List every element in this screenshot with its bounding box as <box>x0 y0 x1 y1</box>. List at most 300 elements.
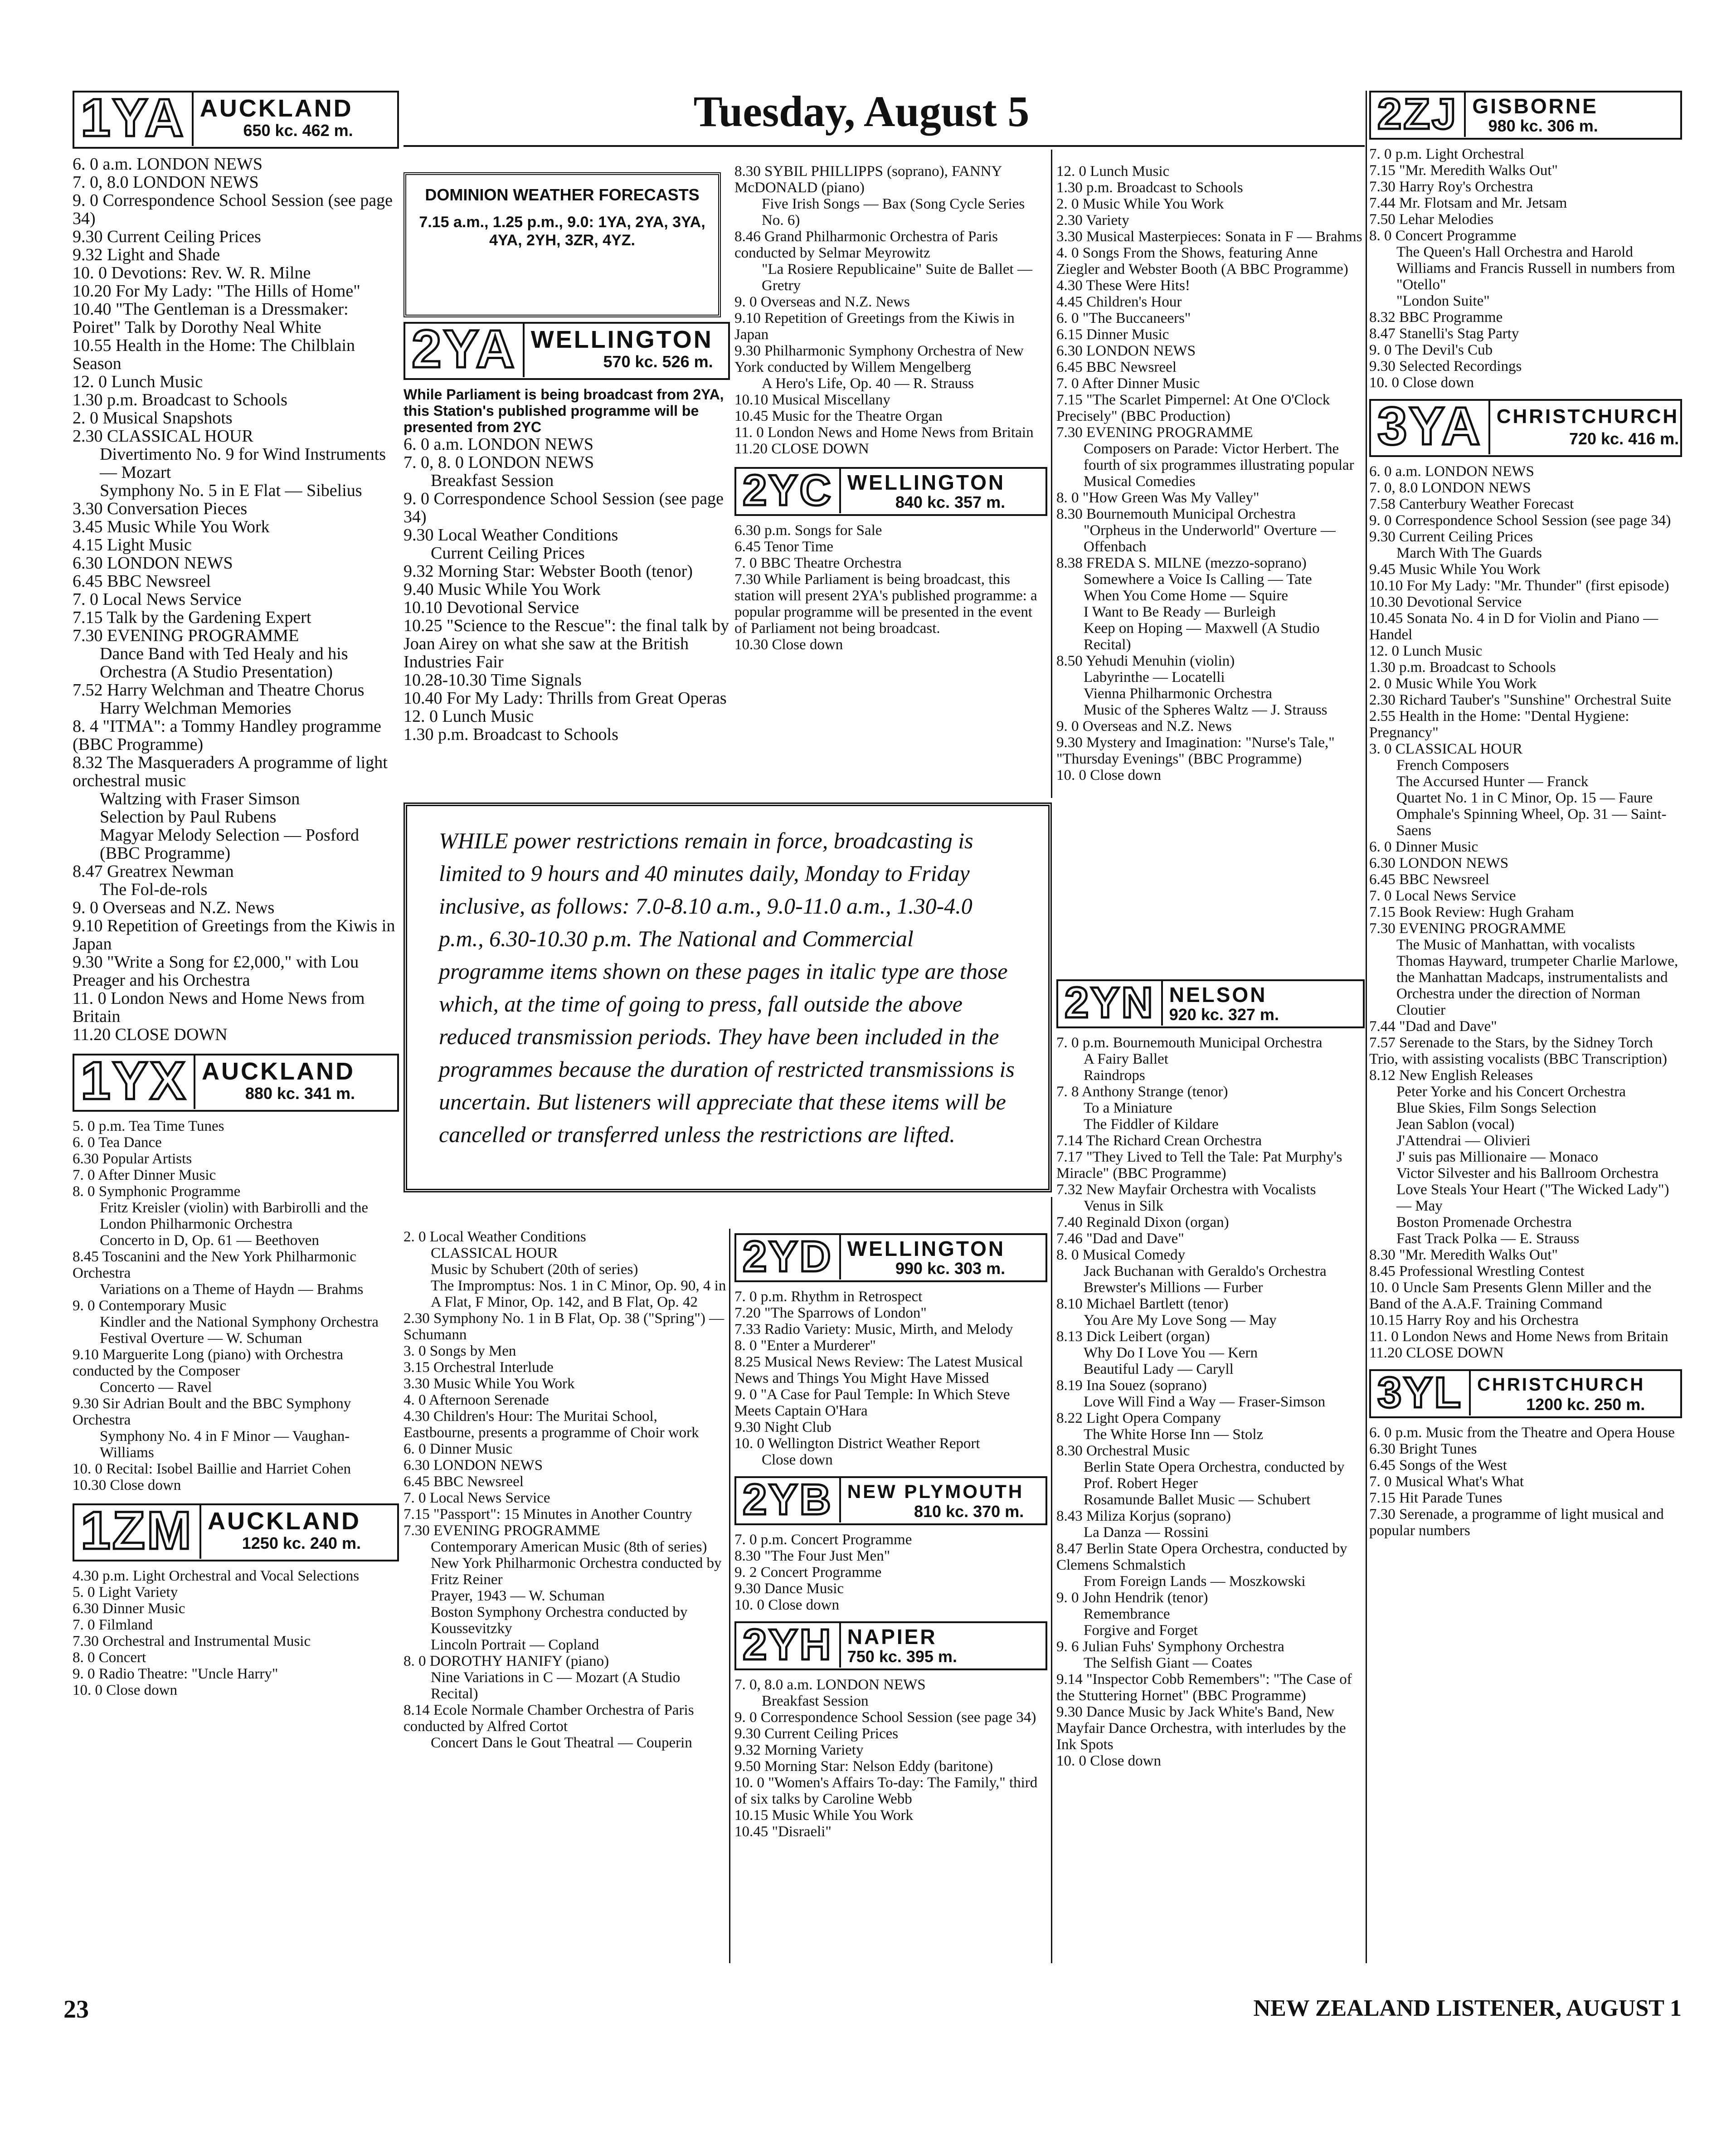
programme-item: Variations on a Theme of Haydn — Brahms <box>100 1281 364 1298</box>
programme-item: 9. 0 Overseas and N.Z. News <box>734 294 910 310</box>
station-masthead-2yb <box>734 1476 1047 1525</box>
programme-item: 10. 0 Close down <box>73 1682 177 1698</box>
programme-item: 12. 0 Lunch Music <box>73 372 203 391</box>
station-city: WELLINGTON <box>847 471 1006 494</box>
programme-item: 8.10 Michael Bartlett (tenor) <box>1056 1296 1229 1312</box>
programme-list-3yl <box>1369 1425 1682 1539</box>
programme-item: 7.30 While Parliament is being broadcast, this station will present 2YA's published programme: a popular programme will be presented in the event of Parliament not being broadcast. <box>734 571 1037 637</box>
station-masthead-2yd <box>734 1233 1047 1282</box>
station-frequency: 880 kc. 341 m. <box>245 1084 355 1103</box>
programme-list-2yb <box>734 1532 1047 1613</box>
programme-item: 9.30 Night Club <box>734 1419 832 1435</box>
station-masthead-3yl <box>1369 1369 1682 1418</box>
station-masthead-2zj <box>1369 91 1682 140</box>
programme-item: French Composers <box>1396 757 1509 773</box>
programme-item: 9.10 Repetition of Greetings from the Kiwis in Japan <box>734 310 1015 343</box>
programme-item: 10.28-10.30 Time Signals <box>404 671 582 690</box>
programme-item: 7.15 Book Review: Hugh Graham <box>1369 904 1574 920</box>
programme-item: Love Will Find a Way — Fraser-Simson <box>1084 1394 1326 1410</box>
programme-item: 7. 0 Filmland <box>73 1617 153 1633</box>
programme-item: 10. 0 Recital: Isobel Baillie and Harriet Cohen <box>73 1461 351 1477</box>
programme-item: Symphony No. 5 in E Flat — Sibelius <box>100 481 362 500</box>
programme-item: 10. 0 Close down <box>1056 767 1161 783</box>
programme-item: Jean Sablon (vocal) <box>1396 1116 1515 1133</box>
programme-item: Concerto in D, Op. 61 — Beethoven <box>100 1232 319 1249</box>
programme-item: 12. 0 Lunch Music <box>404 707 534 726</box>
programme-item: 7.17 "They Lived to Tell the Tale: Pat Murphy's Miracle" (BBC Programme) <box>1056 1149 1342 1182</box>
programme-item: 9. 0 "A Case for Paul Temple: In Which Steve Meets Captain O'Hara <box>734 1386 1010 1419</box>
programme-item: 9. 0 Correspondence School Session (see page 34) <box>73 191 393 228</box>
programme-item: 9.32 Morning Variety <box>734 1742 864 1758</box>
programme-item: Love Steals Your Heart ("The Wicked Lady") — May <box>1396 1182 1669 1214</box>
programme-item: Boston Promenade Orchestra <box>1396 1214 1572 1230</box>
programme-item: 8.30 Orchestral Music <box>1056 1443 1190 1459</box>
programme-item: 7. 0 Local News Service <box>404 1490 550 1506</box>
programme-item: 8. 0 "How Green Was My Valley" <box>1056 490 1259 506</box>
programme-list-2yc <box>734 522 1047 653</box>
programme-item: 9.30 Philharmonic Symphony Orchestra of New York conducted by Willem Mengelberg <box>734 343 1024 375</box>
programme-item: 8.32 BBC Programme <box>1369 309 1503 326</box>
programme-item: 7. 0, 8.0 a.m. LONDON NEWS <box>734 1677 926 1693</box>
programme-item: 10.10 For My Lady: "Mr. Thunder" (first episode) <box>1369 578 1669 594</box>
programme-item: 7.14 The Richard Crean Orchestra <box>1056 1133 1262 1149</box>
programme-item: 3.30 Conversation Pieces <box>73 499 248 518</box>
programme-item: Nine Variations in C — Mozart (A Studio Recital) <box>431 1669 681 1702</box>
programme-item: 7. 0, 8. 0 LONDON NEWS <box>404 453 594 472</box>
programme-item: Harry Welchman Memories <box>100 699 292 718</box>
programme-item: 9.14 "Inspector Cobb Remembers": "The Case of the Stuttering Hornet" (BBC Programme) <box>1056 1671 1352 1704</box>
programme-item: 7. 0 p.m. Light Orchestral <box>1369 146 1524 162</box>
programme-item: Somewhere a Voice Is Calling — Tate <box>1084 571 1312 588</box>
station-city: GISBORNE <box>1472 94 1598 118</box>
programme-list-1yx <box>73 1118 399 1493</box>
programme-item: J' suis pas Millionaire — Monaco <box>1396 1149 1598 1165</box>
programme-item: 7.40 Reginald Dixon (organ) <box>1056 1214 1229 1230</box>
station-call-sign: 2YC <box>736 469 841 513</box>
station-masthead-1ya <box>73 88 399 149</box>
programme-item: 7.30 Orchestral and Instrumental Music <box>73 1633 311 1649</box>
programme-item: 10. 0 Uncle Sam Presents Glenn Miller and the Band of the A.A.F. Training Command <box>1369 1279 1652 1312</box>
programme-item: 2.30 Symphony No. 1 in B Flat, Op. 38 ("Spring") — Schumann <box>404 1310 725 1343</box>
programme-item: 9.30 Sir Adrian Boult and the BBC Symphony Orchestra <box>73 1396 351 1428</box>
programme-item: 10.10 Devotional Service <box>404 598 579 617</box>
station-call-sign: 1YX <box>74 1055 195 1109</box>
programme-item: 7.15 Talk by the Gardening Expert <box>73 608 311 627</box>
programme-item: 8. 0 Musical Comedy <box>1056 1247 1186 1263</box>
programme-list-2zj <box>1369 146 1682 391</box>
programme-list-2ya-afternoon <box>404 1229 730 1751</box>
station-masthead-1yx <box>73 1051 399 1112</box>
station-masthead-2yn <box>1056 979 1365 1028</box>
programme-item: 6.30 Bright Tunes <box>1369 1441 1477 1457</box>
programme-item: 9. 0 Correspondence School Session (see page 34) <box>1369 512 1671 529</box>
programme-item: The Impromptus: Nos. 1 in C Minor, Op. 90, 4 in A Flat, F Minor, Op. 142, and B Flat, Op. 42 <box>431 1278 726 1310</box>
station-frequency: 920 kc. 327 m. <box>1169 1005 1279 1024</box>
station-frequency: 720 kc. 416 m. <box>1569 429 1679 448</box>
column-3-bottom <box>734 1233 1047 1840</box>
programme-item: 2.55 Health in the Home: "Dental Hygiene: Pregnancy" <box>1369 708 1629 741</box>
programme-item: 6.45 BBC Newsreel <box>1056 359 1177 375</box>
programme-list-2ya-continued <box>734 163 1047 457</box>
programme-list-1zm <box>73 1568 399 1698</box>
programme-item: 7.52 Harry Welchman and Theatre Chorus <box>73 681 365 700</box>
programme-item: 8.32 The Masqueraders A programme of light orchestral music <box>73 753 388 790</box>
programme-item: 10. 0 Close down <box>734 1597 839 1613</box>
column-4-bottom <box>1056 979 1365 1769</box>
station-city: WELLINGTON <box>847 1237 1006 1260</box>
programme-item: 4.30 These Were Hits! <box>1056 277 1190 294</box>
programme-item: 3. 0 CLASSICAL HOUR <box>1369 741 1522 757</box>
station-masthead-2yc <box>734 467 1047 516</box>
programme-item: 8.47 Stanelli's Stag Party <box>1369 326 1519 342</box>
station-frequency: 990 kc. 303 m. <box>895 1259 1006 1278</box>
programme-item: 11.20 CLOSE DOWN <box>73 1025 228 1044</box>
programme-item: 1.30 p.m. Broadcast to Schools <box>1369 659 1556 676</box>
programme-item: 8.30 "Mr. Meredith Walks Out" <box>1369 1247 1558 1263</box>
programme-item: 8.12 New English Releases <box>1369 1067 1533 1084</box>
programme-item: 7.58 Canterbury Weather Forecast <box>1369 496 1574 512</box>
programme-item: "La Rosiere Republicaine" Suite de Ballet — Gretry <box>762 261 1032 294</box>
programme-item: New York Philharmonic Orchestra conducted by Fritz Reiner <box>431 1555 722 1588</box>
programme-item: 7. 8 Anthony Strange (tenor) <box>1056 1084 1228 1100</box>
programme-item: 5. 0 Light Variety <box>73 1584 178 1600</box>
programme-item: 12. 0 Lunch Music <box>1056 163 1170 180</box>
programme-item: 8.43 Miliza Korjus (soprano) <box>1056 1508 1231 1524</box>
programme-item: 6.45 BBC Newsreel <box>404 1474 524 1490</box>
programme-item: From Foreign Lands — Moszkowski <box>1084 1573 1306 1590</box>
programme-item: 9. 2 Concert Programme <box>734 1564 882 1581</box>
programme-item: 2. 0 Music While You Work <box>1369 676 1537 692</box>
programme-item: 4. 0 Songs From the Shows, featuring Anne Ziegler and Webster Booth (A BBC Programme) <box>1056 245 1348 277</box>
programme-item: 7.30 EVENING PROGRAMME <box>1056 424 1253 441</box>
programme-item: 10.30 Devotional Service <box>1369 594 1522 610</box>
programme-item: 6.30 LONDON NEWS <box>1369 855 1509 871</box>
programme-item: 8.13 Dick Leibert (organ) <box>1056 1328 1210 1345</box>
programme-item: 4.30 p.m. Light Orchestral and Vocal Selections <box>73 1568 360 1584</box>
programme-item: 10. 0 Devotions: Rev. W. R. Milne <box>73 263 311 282</box>
programme-item: I Want to Be Ready — Burleigh <box>1084 604 1276 620</box>
programme-item: The Fiddler of Kildare <box>1084 1116 1219 1133</box>
programme-item: 6. 0 a.m. LONDON NEWS <box>1369 463 1534 480</box>
station-frequency: 570 kc. 526 m. <box>603 352 713 371</box>
programme-item: Selection by Paul Rubens <box>100 807 277 827</box>
programme-item: 9.10 Marguerite Long (piano) with Orchestra conducted by the Composer <box>73 1347 343 1379</box>
programme-item: 10.15 Music While You Work <box>734 1807 913 1824</box>
programme-item: A Fairy Ballet <box>1084 1051 1168 1067</box>
programme-item: Quartet No. 1 in C Minor, Op. 15 — Faure <box>1396 790 1653 806</box>
programme-item: 9. 0 The Devil's Cub <box>1369 342 1493 358</box>
programme-item: Five Irish Songs — Bax (Song Cycle Series No. 6) <box>762 196 1025 229</box>
programme-item: 8.46 Grand Philharmonic Orchestra of Paris conducted by Selmar Meyrowitz <box>734 229 998 261</box>
programme-item: 7.30 EVENING PROGRAMME <box>73 626 299 645</box>
programme-item: 7.15 "Passport": 15 Minutes in Another Country <box>404 1506 692 1522</box>
programme-item: Breakfast Session <box>762 1693 869 1709</box>
programme-item: 9. 0 Contemporary Music <box>73 1298 227 1314</box>
programme-item: 6.30 LONDON NEWS <box>73 554 233 573</box>
programme-item: 7. 0 p.m. Bournemouth Municipal Orchestra <box>1056 1035 1323 1051</box>
programme-item: 9.30 "Write a Song for £2,000," with Lou Preager and his Orchestra <box>73 953 359 990</box>
weather-body: 7.15 a.m., 1.25 p.m., 9.0: 1YA, 2YA, 3YA, 4YA, 2YH, 3ZR, 4YZ. <box>419 214 705 249</box>
programme-item: The Music of Manhattan, with vocalists Thomas Hayward, trumpeter Charlie Marlowe, the Manhattan Madcaps, instrumentalists and Orchestra under the direction of Norman Cloutier <box>1396 937 1678 1018</box>
column-4-top <box>1056 163 1365 783</box>
programme-item: 7.44 "Dad and Dave" <box>1369 1018 1497 1035</box>
programme-item: 9.45 Music While You Work <box>1369 561 1541 578</box>
programme-item: 11. 0 London News and Home News from Britain <box>1369 1328 1668 1345</box>
programme-item: Kindler and the National Symphony Orchestra <box>100 1314 379 1330</box>
programme-item: 9.30 Mystery and Imagination: "Nurse's Tale," "Thursday Evenings" (BBC Programme) <box>1056 734 1335 767</box>
programme-item: Fast Track Polka — E. Strauss <box>1396 1230 1580 1247</box>
power-restriction-notice: WHILE power restrictions remain in force, broadcasting is limited to 9 hours and 40 minutes daily, Monday to Friday inclusive, as follows: 7.0-8.10 a.m., 9.0-11.0 a.m., 1.30-4.0 p.m., 6.30-10.30 p.m. The National and Commercial programme items shown on these pages in italic type are those which, at the time of going to press, fall outside the above reduced transmission periods. They have been included in the programmes because the duration of restricted transmissions is uncertain. But listeners will appreciate that these items will be cancelled or transferred unless the restrictions are lifted. <box>404 802 1052 1192</box>
station-call-sign: 2YA <box>405 324 525 377</box>
programme-item: 9.30 Selected Recordings <box>1369 358 1522 374</box>
programme-item: 7.15 Hit Parade Tunes <box>1369 1490 1503 1506</box>
programme-item: 7.46 "Dad and Dave" <box>1056 1230 1184 1247</box>
programme-item: When You Come Home — Squire <box>1084 588 1288 604</box>
programme-item: 9.30 Current Ceiling Prices <box>1369 529 1533 545</box>
station-call-sign: 1ZM <box>74 1505 201 1559</box>
programme-item: 8.22 Light Opera Company <box>1056 1410 1221 1426</box>
programme-item: 3.30 Musical Masterpieces: Sonata in F — Brahms <box>1056 229 1362 245</box>
programme-item: 11. 0 London News and Home News from Britain <box>734 424 1034 441</box>
station-intro: While Parliament is being broadcast from 2YA, this Station's published programme will be presented from 2YC <box>404 386 724 435</box>
programme-item: 9.32 Light and Shade <box>73 245 220 264</box>
programme-item: Prayer, 1943 — W. Schuman <box>431 1588 605 1604</box>
programme-item: 2. 0 Music While You Work <box>1056 196 1224 212</box>
programme-item: 8. 0 Symphonic Programme <box>73 1183 241 1200</box>
station-frequency: 1250 kc. 240 m. <box>242 1534 361 1552</box>
programme-item: 10.30 Close down <box>734 637 843 653</box>
programme-item: Forgive and Forget <box>1084 1622 1198 1639</box>
programme-item: 7. 0 p.m. Concert Programme <box>734 1532 912 1548</box>
column-3-top <box>734 163 1047 653</box>
programme-item: Fritz Kreisler (violin) with Barbirolli and the London Philharmonic Orchestra <box>100 1200 369 1232</box>
programme-item: 8.50 Yehudi Menuhin (violin) <box>1056 653 1235 669</box>
programme-item: 7.15 "The Scarlet Pimpernel: At One O'Clock Precisely" (BBC Production) <box>1056 392 1330 424</box>
programme-item: The Selfish Giant — Coates <box>1084 1655 1253 1671</box>
programme-item: 9. 0 John Hendrik (tenor) <box>1056 1590 1208 1606</box>
programme-item: Symphony No. 4 in F Minor — Vaughan-Williams <box>100 1428 350 1461</box>
programme-item: 6. 0 a.m. LONDON NEWS <box>73 155 263 174</box>
programme-item: 10. 0 Close down <box>1056 1753 1161 1769</box>
programme-list-2yn <box>1056 1035 1365 1769</box>
programme-item: "London Suite" <box>1396 293 1490 309</box>
programme-item: J'Attendrai — Olivieri <box>1396 1133 1531 1149</box>
programme-item: 1.30 p.m. Broadcast to Schools <box>1056 180 1243 196</box>
programme-item: Waltzing with Fraser Simson <box>100 789 300 808</box>
programme-item: 7. 0 After Dinner Music <box>1056 375 1200 392</box>
programme-item: 6.30 Dinner Music <box>73 1600 185 1617</box>
programme-item: 2.30 Richard Tauber's "Sunshine" Orchestral Suite <box>1369 692 1672 708</box>
programme-item: 11. 0 London News and Home News from Britain <box>73 989 365 1026</box>
programme-item: Close down <box>762 1452 833 1468</box>
station-city: AUCKLAND <box>199 95 353 122</box>
programme-item: 10. 0 Close down <box>1369 374 1474 391</box>
programme-item: Music of the Spheres Waltz — J. Strauss <box>1084 702 1328 718</box>
programme-item: 2.30 CLASSICAL HOUR <box>73 427 253 446</box>
programme-item: The Fol-de-rols <box>100 880 208 899</box>
programme-item: Victor Silvester and his Ballroom Orchestra <box>1396 1165 1659 1182</box>
programme-item: 7.50 Lehar Melodies <box>1369 211 1494 228</box>
programme-item: 9.30 Current Ceiling Prices <box>73 227 261 246</box>
programme-item: Festival Overture — W. Schuman <box>100 1330 302 1347</box>
programme-item: 9. 0 Overseas and N.Z. News <box>1056 718 1232 734</box>
station-city: CHRISTCHURCH <box>1496 405 1679 428</box>
programme-item: 9.30 Local Weather Conditions <box>404 525 618 545</box>
station-frequency: 750 kc. 395 m. <box>847 1647 957 1666</box>
publication-footer: NEW ZEALAND LISTENER, AUGUST 1 <box>1253 1995 1682 2021</box>
page-number: 23 <box>63 1995 89 2023</box>
programme-item: 2. 0 Local Weather Conditions <box>404 1229 586 1245</box>
station-call-sign: 2YB <box>736 1478 841 1522</box>
programme-item: 4.30 Children's Hour: The Muritai School, Eastbourne, presents a programme of Choir work <box>404 1408 699 1441</box>
station-city: WELLINGTON <box>530 326 713 353</box>
programme-item: 9.30 Current Ceiling Prices <box>734 1726 899 1742</box>
programme-item: 9.32 Morning Star: Webster Booth (tenor) <box>404 562 693 581</box>
programme-item: 7.20 "The Sparrows of London" <box>734 1305 927 1321</box>
station-call-sign: 1YA <box>74 92 194 146</box>
programme-item: 1.30 p.m. Broadcast to Schools <box>73 390 287 409</box>
programme-item: 4.45 Children's Hour <box>1056 294 1182 310</box>
programme-item: La Danza — Rossini <box>1084 1524 1209 1541</box>
programme-item: 6.45 Songs of the West <box>1369 1457 1507 1474</box>
programme-item: 10.55 Health in the Home: The Chilblain Season <box>73 336 355 373</box>
programme-item: Labyrinthe — Locatelli <box>1084 669 1225 686</box>
programme-item: 9.30 Dance Music <box>734 1581 844 1597</box>
programme-item: 7. 0, 8.0 LONDON NEWS <box>1369 480 1531 496</box>
station-masthead-2ya <box>404 319 730 380</box>
programme-item: 7. 0 Local News Service <box>73 590 242 609</box>
programme-item: 6.45 BBC Newsreel <box>1369 871 1489 888</box>
programme-item: 8. 4 "ITMA": a Tommy Handley programme (BBC Programme) <box>73 717 381 754</box>
programme-item: 5. 0 p.m. Tea Time Tunes <box>73 1118 224 1134</box>
programme-item: 7. 0 Local News Service <box>1369 888 1516 904</box>
programme-item: Peter Yorke and his Concert Orchestra <box>1396 1084 1626 1100</box>
programme-list-2yh <box>734 1677 1047 1840</box>
programme-item: 8.47 Berlin State Opera Orchestra, conducted by Clemens Schmalstich <box>1056 1541 1347 1573</box>
programme-list-3ya <box>1369 463 1682 1361</box>
programme-item: Current Ceiling Prices <box>431 544 585 563</box>
station-call-sign: 2YH <box>736 1623 841 1668</box>
programme-item: 7.30 EVENING PROGRAMME <box>1369 920 1566 937</box>
programme-item: The Queen's Hall Orchestra and Harold Williams and Francis Russell in numbers from "Otello" <box>1396 244 1675 293</box>
column-1 <box>73 88 399 1698</box>
programme-item: 6. 0 Tea Dance <box>73 1134 162 1151</box>
programme-item: 8. 0 Concert <box>73 1649 146 1666</box>
programme-item: 6.30 LONDON NEWS <box>1056 343 1196 359</box>
programme-item: 6. 0 Dinner Music <box>1369 839 1478 855</box>
programme-item: Venus in Silk <box>1084 1198 1164 1214</box>
programme-item: Jack Buchanan with Geraldo's Orchestra <box>1084 1263 1327 1279</box>
programme-item: 6.30 p.m. Songs for Sale <box>734 522 882 539</box>
programme-item: Magyar Melody Selection — Posford (BBC Programme) <box>100 826 360 863</box>
programme-item: 7. 0 BBC Theatre Orchestra <box>734 555 902 571</box>
programme-item: 9.40 Music While You Work <box>404 580 601 599</box>
programme-item: 9. 0 Correspondence School Session (see page 34) <box>404 489 724 526</box>
programme-item: 7. 0 After Dinner Music <box>73 1167 216 1183</box>
programme-item: March With The Guards <box>1396 545 1542 561</box>
programme-item: You Are My Love Song — May <box>1084 1312 1277 1328</box>
programme-item: Why Do I Love You — Kern <box>1084 1345 1258 1361</box>
column-5 <box>1369 91 1682 1539</box>
programme-item: Brewster's Millions — Furber <box>1084 1279 1263 1296</box>
programme-item: 10.45 Sonata No. 4 in D for Violin and Piano — Handel <box>1369 610 1658 643</box>
programme-item: 8.30 "The Four Just Men" <box>734 1548 890 1564</box>
programme-item: 8.47 Greatrex Newman <box>73 862 234 881</box>
programme-item: 7.33 Radio Variety: Music, Mirth, and Melody <box>734 1321 1013 1338</box>
programme-item: 3.45 Music While You Work <box>73 517 270 536</box>
programme-item: 8. 0 "Enter a Murderer" <box>734 1338 876 1354</box>
station-city: AUCKLAND <box>208 1508 361 1535</box>
programme-item: Divertimento No. 9 for Wind Instruments — Mozart <box>100 445 386 482</box>
programme-item: 7. 0, 8.0 LONDON NEWS <box>73 173 259 192</box>
programme-item: Raindrops <box>1084 1067 1145 1084</box>
programme-item: 8.19 Ina Souez (soprano) <box>1056 1377 1207 1394</box>
station-call-sign: 3YA <box>1371 401 1490 454</box>
column-2-top <box>404 319 730 744</box>
programme-item: 6. 0 "The Buccaneers" <box>1056 310 1191 326</box>
programme-item: Berlin State Opera Orchestra, conducted by Prof. Robert Heger <box>1084 1459 1345 1492</box>
programme-item: 4. 0 Afternoon Serenade <box>404 1392 549 1408</box>
programme-item: To a Miniature <box>1084 1100 1172 1116</box>
station-city: NEW PLYMOUTH <box>847 1481 1024 1502</box>
programme-item: 6. 0 Dinner Music <box>404 1441 513 1457</box>
programme-item: 4.15 Light Music <box>73 535 192 554</box>
programme-item: 8.25 Musical News Review: The Latest Musical News and Things You Might Have Missed <box>734 1354 1023 1386</box>
programme-item: 10.15 Harry Roy and his Orchestra <box>1369 1312 1579 1328</box>
programme-item: Concert Dans le Gout Theatral — Couperin <box>431 1735 692 1751</box>
station-masthead-1zm <box>73 1503 399 1561</box>
programme-item: 3.15 Orchestral Interlude <box>404 1359 554 1376</box>
programme-list-2ya <box>404 435 730 744</box>
programme-item: 8.38 FREDA S. MILNE (mezzo-soprano) <box>1056 555 1307 571</box>
programme-item: 7.30 Harry Roy's Orchestra <box>1369 179 1533 195</box>
programme-item: 7.30 EVENING PROGRAMME <box>404 1522 600 1539</box>
programme-list-2yd <box>734 1289 1047 1468</box>
programme-item: 8.45 Professional Wrestling Contest <box>1369 1263 1585 1279</box>
column-rule <box>729 1229 730 1963</box>
programme-item: 6.30 LONDON NEWS <box>404 1457 543 1474</box>
programme-item: CLASSICAL HOUR <box>431 1245 558 1261</box>
programme-item: 10.40 For My Lady: Thrills from Great Operas <box>404 689 727 708</box>
programme-item: 10.40 "The Gentleman is a Dressmaker: Poiret" Talk by Dorothy Neal White <box>73 300 349 337</box>
programme-item: 12. 0 Lunch Music <box>1369 643 1483 659</box>
station-city: NELSON <box>1169 983 1267 1007</box>
programme-item: The Accursed Hunter — Franck <box>1396 773 1589 790</box>
column-rule <box>1051 1197 1052 1963</box>
column-rule <box>1051 150 1052 798</box>
programme-item: 8.30 Bournemouth Municipal Orchestra <box>1056 506 1296 522</box>
programme-item: 8.45 Toscanini and the New York Philharmonic Orchestra <box>73 1249 356 1281</box>
programme-item: 9. 0 Correspondence School Session (see page 34) <box>734 1709 1036 1726</box>
programme-item: 8.14 Ecole Normale Chamber Orchestra of Paris conducted by Alfred Cortot <box>404 1702 694 1735</box>
station-call-sign: 3YL <box>1371 1371 1471 1415</box>
programme-item: 6.30 Popular Artists <box>73 1151 192 1167</box>
station-call-sign: 2YD <box>736 1235 841 1279</box>
programme-item: 10.25 "Science to the Rescue": the final talk by Joan Airey on what she saw at the British Industries Fair <box>404 616 729 671</box>
programme-item: 7.30 Serenade, a programme of light musical and popular numbers <box>1369 1506 1664 1539</box>
programme-item: 7. 0 p.m. Rhythm in Retrospect <box>734 1289 923 1305</box>
programme-item: 6.45 Tenor Time <box>734 539 834 555</box>
programme-item: Beautiful Lady — Caryll <box>1084 1361 1234 1377</box>
programme-item: 7. 0 Musical What's What <box>1369 1474 1524 1490</box>
programme-item: 10.45 Music for the Theatre Organ <box>734 408 943 424</box>
programme-item: 9.10 Repetition of Greetings from the Kiwis in Japan <box>73 916 395 953</box>
programme-item: 10.10 Musical Miscellany <box>734 392 890 408</box>
programme-item: Remembrance <box>1084 1606 1170 1622</box>
station-frequency: 840 kc. 357 m. <box>895 493 1006 511</box>
page-date-heading: Tuesday, August 5 <box>693 87 1030 136</box>
programme-item: 7.32 New Mayfair Orchestra with Vocalists <box>1056 1182 1316 1198</box>
